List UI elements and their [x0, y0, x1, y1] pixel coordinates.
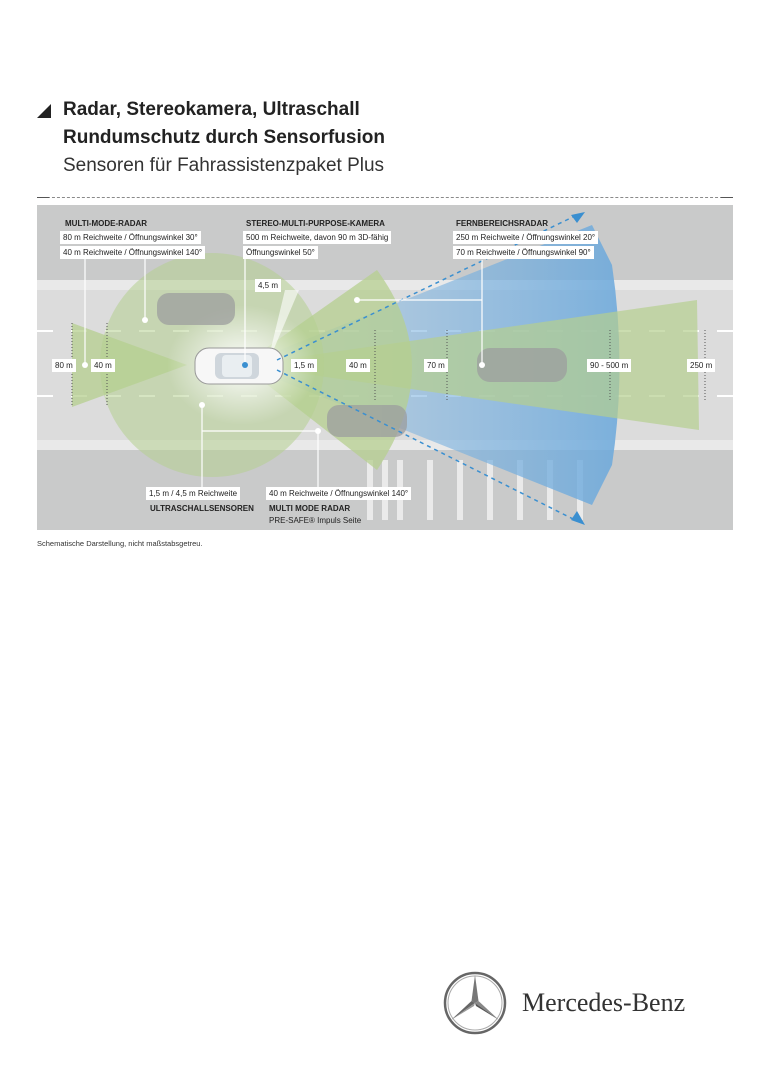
long-range-radar-line1: 250 m Reichweite / Öffnungswinkel 20° [453, 231, 598, 244]
stereo-camera-line1: 500 m Reichweite, davon 90 m 3D-fähig [243, 231, 391, 244]
sensor-diagram [37, 205, 733, 530]
brand-name: Mercedes-Benz [522, 988, 686, 1017]
side-radar-heading: MULTI MODE RADAR [269, 504, 351, 513]
distance-4-5m: 4,5 m [255, 279, 281, 292]
distance-40m-front: 40 m [346, 359, 370, 372]
diagram-caption: Schematische Darstellung, nicht maßstabsgetreu. [37, 539, 203, 548]
multi-mode-radar-heading: MULTI-MODE-RADAR [65, 219, 148, 228]
vehicle-top-left [157, 293, 235, 325]
page-title-line1: Radar, Stereokamera, Ultraschall [63, 99, 360, 120]
mercedes-star-icon [442, 970, 508, 1036]
triangle-marker-icon [37, 104, 51, 118]
distance-1-5m: 1,5 m [291, 359, 317, 372]
stereo-camera-heading: STEREO-MULTI-PURPOSE-KAMERA [246, 219, 385, 228]
header-divider [37, 197, 733, 198]
page-subtitle: Sensoren für Fahrassistenzpaket Plus [63, 155, 385, 176]
distance-70m: 70 m [424, 359, 448, 372]
distance-80m-rear: 80 m [52, 359, 76, 372]
distance-40m-rear: 40 m [91, 359, 115, 372]
divider-cap-left [37, 197, 49, 198]
stereo-camera-line2: Öffnungswinkel 50° [243, 246, 318, 259]
side-radar-range: 40 m Reichweite / Öffnungswinkel 140° [266, 487, 411, 500]
distance-90-500m: 90 - 500 m [587, 359, 631, 372]
ultrasonic-range: 1,5 m / 4,5 m Reichweite [146, 487, 240, 500]
vehicle-front-lane [477, 348, 567, 382]
divider-cap-right [721, 197, 733, 198]
side-radar-note: PRE-SAFE® Impuls Seite [269, 516, 362, 525]
multi-mode-radar-line2: 40 m Reichweite / Öffnungswinkel 140° [60, 246, 205, 259]
distance-250m: 250 m [687, 359, 715, 372]
vehicle-bottom [327, 405, 407, 437]
long-range-radar-line2: 70 m Reichweite / Öffnungswinkel 90° [453, 246, 594, 259]
long-range-radar-heading: FERNBEREICHSRADAR [456, 219, 549, 228]
page-title-line2: Rundumschutz durch Sensorfusion [63, 127, 385, 148]
ultrasonic-heading: ULTRASCHALLSENSOREN [150, 504, 254, 513]
header [37, 96, 737, 180]
ego-car [195, 348, 283, 384]
brand-logo [442, 970, 685, 1036]
multi-mode-radar-line1: 80 m Reichweite / Öffnungswinkel 30° [60, 231, 201, 244]
